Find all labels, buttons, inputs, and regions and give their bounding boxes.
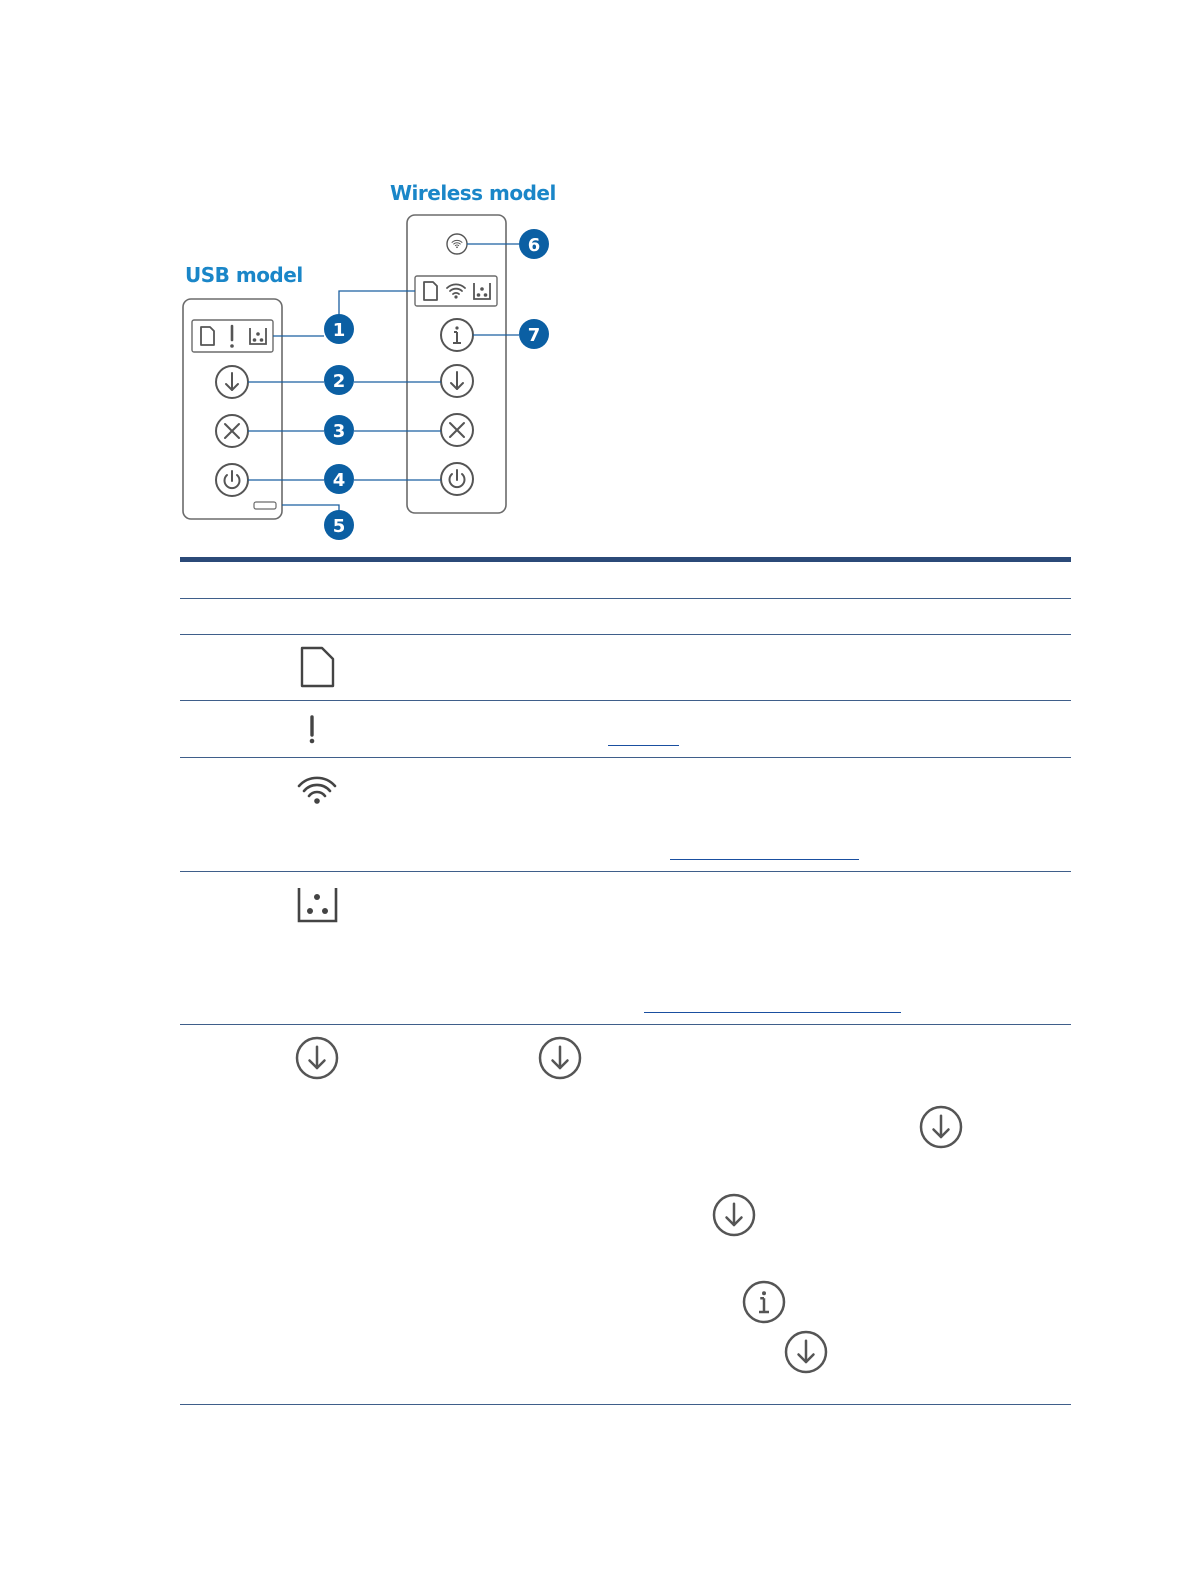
attention-icon bbox=[310, 717, 315, 743]
resume-icon bbox=[297, 1038, 337, 1078]
callout-number: 7 bbox=[527, 325, 541, 346]
wireless-model-title: Wireless model bbox=[390, 181, 556, 205]
cartridge-icon bbox=[299, 888, 336, 921]
callout-3 bbox=[324, 415, 354, 445]
control-panel-diagram bbox=[0, 0, 1189, 560]
table-bottom-rule bbox=[180, 1404, 1071, 1405]
usb-port-slot bbox=[254, 502, 276, 509]
usb-model-title: USB model bbox=[185, 263, 303, 287]
info-icon bbox=[744, 1282, 784, 1322]
table-header-rule bbox=[180, 598, 1071, 599]
table-icons bbox=[0, 600, 1189, 1400]
callout-number: 3 bbox=[332, 421, 346, 442]
table-top-rule bbox=[180, 557, 1071, 562]
resume-icon bbox=[786, 1332, 826, 1372]
callout-5 bbox=[324, 510, 354, 540]
wireless-panel bbox=[407, 215, 506, 513]
callout-7 bbox=[519, 319, 549, 349]
callout-number: 1 bbox=[332, 320, 346, 341]
resume-icon bbox=[540, 1038, 580, 1078]
callout-number: 2 bbox=[332, 371, 346, 392]
resume-icon bbox=[714, 1195, 754, 1235]
callout-6 bbox=[519, 229, 549, 259]
callout-number: 6 bbox=[527, 235, 541, 256]
callout-number: 5 bbox=[332, 516, 346, 537]
callout-number: 4 bbox=[332, 470, 346, 491]
callout-1 bbox=[324, 314, 354, 344]
wireless-status-strip bbox=[415, 276, 497, 306]
callout-4 bbox=[324, 464, 354, 494]
wireless-icon bbox=[299, 778, 335, 804]
resume-icon bbox=[921, 1107, 961, 1147]
paper-icon bbox=[302, 648, 333, 686]
callout-2 bbox=[324, 365, 354, 395]
